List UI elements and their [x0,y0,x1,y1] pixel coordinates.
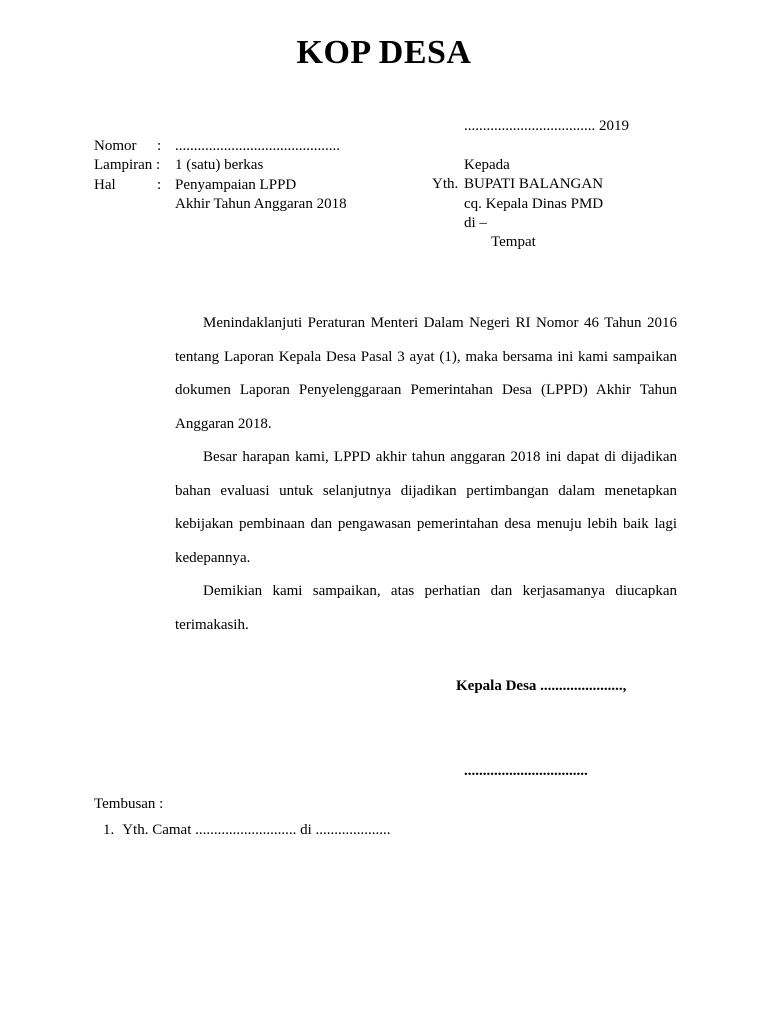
address-cq: cq. Kepala Dinas PMD [464,195,604,212]
signature-name: ................................. [464,763,588,779]
meta-value-hal: Penyampaian LPPD [175,176,297,193]
letter-body [175,307,677,642]
body-paragraph-1: Menindaklanjuti Peraturan Menteri Dalam Negeri RI Nomor 46 Tahun 2016 tentang Laporan Kepala Desa Pasal 3 ayat (1), maka bersama ini kami sampaikan dokumen Laporan Penyelenggaraan Pemerintahan Desa (LPPD) Akhir Tahun Anggaran 2018. [175,315,677,432]
meta-colon-nomor: : [157,138,162,154]
tembusan-item [103,822,391,839]
signature-title: Kepala Desa ......................, [456,678,627,694]
meta-label-lampiran: Lampiran : [94,157,161,174]
meta-value-lampiran: 1 (satu) berkas [175,157,264,174]
address-kepada: Kepada [464,157,510,173]
tembusan-list [103,822,391,839]
address-di: di – [464,214,487,231]
meta-label-nomor: Nomor [94,138,137,154]
address-tempat: Tempat [491,234,536,251]
address-recipient: BUPATI BALANGAN [464,176,604,193]
body-paragraph-2: Besar harapan kami, LPPD akhir tahun anggaran 2018 ini dapat di dijadikan bahan evaluasi untuk selanjutnya dijadikan pertimbangan dalam menetapkan kebijakan pembinaan dan pengawasan pemerintahan desa menuju lebih baik lagi kedepannya. [175,449,677,566]
letterhead-title: KOP DESA [296,34,472,71]
body-paragraph-3: Demikian kami sampaikan, atas perhatian dan kerjasamanya diucapkan terimakasih. [175,583,677,633]
tembusan-item-number: 1. [103,822,115,838]
tembusan-item-text: Yth. Camat ........................... di .................... [122,822,391,838]
address-yth: Yth. [432,176,459,193]
meta-value-hal-cont: Akhir Tahun Anggaran 2018 [175,195,347,212]
tembusan-label: Tembusan : [94,796,164,812]
letter-date: ................................... 2019 [464,118,629,134]
meta-value-nomor: ............................................ [175,138,340,154]
meta-colon-hal: : [157,176,162,193]
meta-label-hal: Hal [94,176,116,193]
